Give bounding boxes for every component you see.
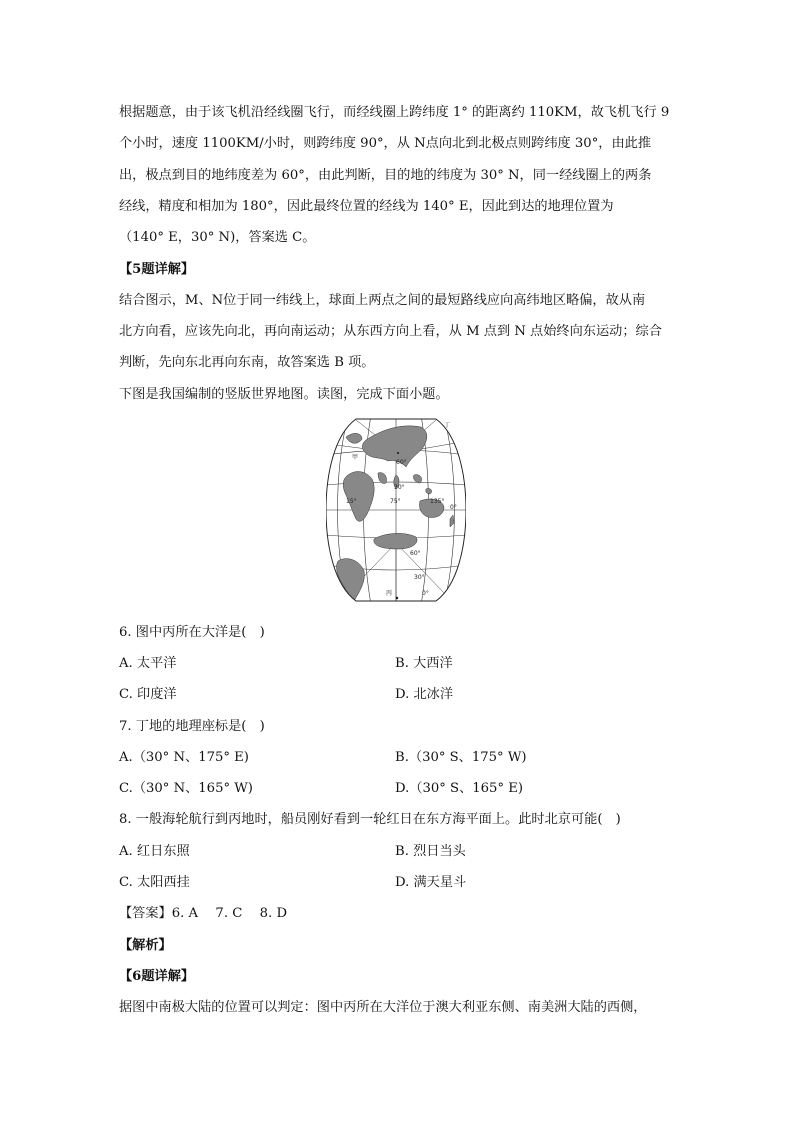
- answer-line: 【答案】6. A 7. C 8. D: [119, 906, 288, 921]
- map-label: 丙: [386, 590, 393, 597]
- question-7-option-a: A.（30° N、175° E): [119, 750, 249, 765]
- text-line: （140° E，30° N)，答案选 C。: [119, 230, 316, 245]
- map-label: 30°: [414, 574, 425, 581]
- text-line: 出，极点到目的地纬度差为 60°，由此判断，目的地的纬度为 30° N，同一经线圈上的两条: [119, 168, 652, 183]
- question-7-option-d: D.（30° S、165° E): [395, 781, 523, 796]
- north-pole-marker: [397, 452, 399, 454]
- text-line: 根据题意，由于该飞机沿经线圈飞行，而经线圈上跨纬度 1° 的距离约 110KM，故飞机飞行 9: [119, 105, 670, 120]
- question-6-option-b: B. 大西洋: [395, 656, 453, 671]
- question-6-option-d: D. 北冰洋: [395, 687, 454, 702]
- map-label: 60°: [410, 550, 421, 557]
- question-8-stem: 8. 一般海轮航行到丙地时，船员刚好看到一轮红日在东方海平面上。此时北京可能( ): [119, 812, 621, 827]
- map-label: 甲: [352, 454, 359, 461]
- text-line: 据图中南极大陆的位置可以判定：图中丙所在大洋位于澳大利亚东侧、南美洲大陆的西侧，: [119, 1000, 647, 1015]
- map-label: 15°: [346, 498, 357, 505]
- text-line: 北方向看，应该先向北，再向南运动；从东西方向上看，从 M 点到 N 点始终向东运动；综合: [119, 324, 662, 339]
- intro-text: 下图是我国编制的竖版世界地图。读图，完成下面小题。: [119, 387, 449, 402]
- question-6-option-c: C. 印度洋: [119, 687, 177, 702]
- question-6-stem: 6. 图中丙所在大洋是( ): [119, 625, 265, 640]
- map-label: 60°: [396, 459, 407, 466]
- section-header: 【6题详解】: [119, 969, 195, 984]
- question-8-option-b: B. 烈日当头: [395, 844, 466, 859]
- text-line: 判断，先向东北再向东南，故答案选 B 项。: [119, 355, 375, 370]
- question-6-option-a: A. 太平洋: [119, 656, 177, 671]
- question-7-stem: 7. 丁地的地理座标是( ): [119, 719, 265, 734]
- section-header: 【5题详解】: [119, 262, 195, 277]
- point-marker: [396, 597, 398, 599]
- question-8-option-a: A. 红日东照: [119, 844, 190, 859]
- map-label: 30°: [394, 484, 405, 491]
- text-line: 经线，精度和相加为 180°，因此最终位置的经线为 140° E，因此到达的地理位置为: [119, 199, 614, 214]
- map-label: 75°: [390, 498, 401, 505]
- analysis-header: 【解析】: [119, 938, 172, 953]
- map-label: 135°: [430, 498, 445, 505]
- question-8-option-c: C. 太阳西挂: [119, 875, 190, 890]
- text-line: 结合图示，M、N位于同一纬线上，球面上两点之间的最短路线应向高纬地区略偏，故从南: [119, 293, 646, 308]
- question-7-option-b: B.（30° S、175° W): [395, 750, 527, 765]
- map-label: 0°: [422, 590, 429, 597]
- question-7-option-c: C.（30° N、165° W): [119, 781, 253, 796]
- world-map-figure: [326, 415, 466, 605]
- map-label: 0°: [450, 504, 457, 511]
- question-8-option-d: D. 满天星斗: [395, 875, 467, 890]
- text-line: 个小时，速度 1100KM/小时，则跨纬度 90°，从 N点向北到北极点则跨纬度 30°，由此推: [119, 136, 652, 151]
- map-label: 丁: [444, 422, 451, 429]
